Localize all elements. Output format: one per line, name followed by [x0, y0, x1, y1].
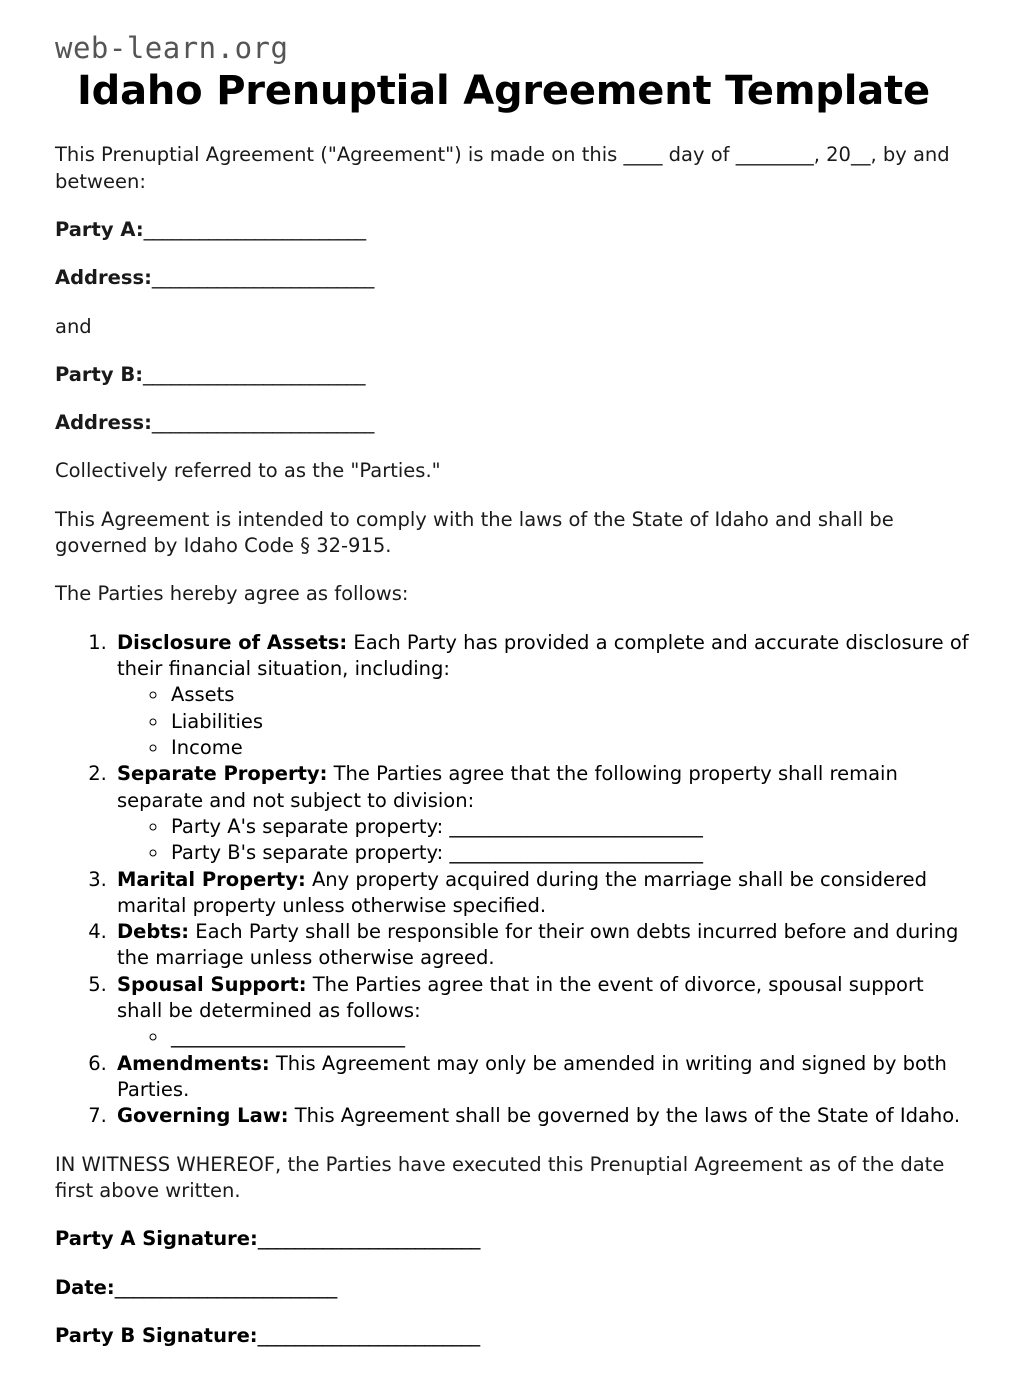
party-b-address-label: Address: — [55, 411, 152, 435]
witness-clause: IN WITNESS WHEREOF, the Parties have executed this Prenuptial Agreement as of the date first above written. — [55, 1152, 945, 1202]
list-item — [113, 867, 975, 920]
page-title: Idaho Prenuptial Agreement Template — [77, 68, 930, 115]
party-b-address-field — [55, 410, 975, 436]
party-a-field — [55, 217, 975, 243]
site-name-watermark: web-learn.org — [55, 31, 289, 65]
list-item — [113, 1051, 975, 1104]
list-item: ◦ Assets — [169, 682, 975, 708]
agreement-lead-in: The Parties hereby agree as follows: — [55, 582, 409, 606]
clause-term: Spousal Support: — [117, 972, 307, 996]
list-item — [113, 761, 975, 866]
party-b-signature-blank[interactable]: ________________________ — [257, 1323, 480, 1347]
clause-text: Each Party shall be responsible for their own debts incurred before and during the marriage unless otherwise agreed. — [117, 920, 959, 970]
party-a-address-label: Address: — [55, 266, 152, 290]
agreement-clause-list — [55, 630, 975, 1130]
party-a-signature-label: Party A Signature: — [55, 1227, 258, 1251]
list-item: ◦ Liabilities — [169, 709, 975, 735]
list-item — [113, 919, 975, 972]
clause-term: Marital Property: — [117, 867, 306, 891]
party-a-label: Party A: — [55, 217, 144, 241]
list-item[interactable]: ◦ ________________________ — [169, 1024, 975, 1050]
clause-sub-list — [117, 682, 975, 761]
clause-term: Disclosure of Assets: — [117, 630, 348, 654]
date-field — [55, 1275, 975, 1301]
party-b-field — [55, 362, 975, 388]
party-a-address-field — [55, 265, 975, 291]
list-item — [113, 630, 975, 762]
party-b-signature-label: Party B Signature: — [55, 1323, 258, 1347]
clause-text: Any property acquired during the marriage shall be considered marital property unless otherwise specified. — [117, 867, 927, 917]
clause-text: The Parties agree that in the event of divorce, spousal support shall be determined as follows: — [117, 972, 924, 1023]
clause-term: Debts: — [117, 920, 190, 944]
and-conjunction: and — [55, 314, 92, 338]
intro-paragraph: This Prenuptial Agreement ("Agreement") is made on this ____ day of ________, 20__, by and between: — [55, 143, 950, 193]
clause-text: This Agreement may only be amended in writing and signed by both Parties. — [117, 1051, 947, 1101]
clause-sub-list — [117, 814, 975, 867]
party-a-blank[interactable]: ________________________ — [143, 217, 366, 241]
party-b-label: Party B: — [55, 362, 144, 386]
party-a-signature-blank[interactable]: ________________________ — [257, 1227, 480, 1251]
list-item — [113, 972, 975, 1051]
clause-term: Governing Law: — [117, 1104, 289, 1128]
party-b-address-blank[interactable]: ________________________ — [151, 411, 374, 435]
clause-term: Separate Property: — [117, 762, 328, 786]
list-item[interactable]: ◦ Party A's separate property: __________________________ — [169, 814, 975, 840]
collective-definition: Collectively referred to as the "Parties." — [55, 459, 441, 483]
list-item: ◦ Income — [169, 735, 975, 761]
list-item — [113, 1103, 975, 1129]
clause-text: Each Party has provided a complete and accurate disclosure of their financial situation, including: — [117, 630, 969, 680]
party-a-signature-field — [55, 1226, 975, 1252]
clause-text: The Parties agree that the following property shall remain separate and not subject to division: — [117, 762, 898, 812]
date-blank[interactable]: ________________________ — [114, 1275, 337, 1299]
clause-term: Amendments: — [117, 1051, 270, 1075]
date-label: Date: — [55, 1275, 115, 1299]
list-item[interactable]: ◦ Party B's separate property: __________________________ — [169, 840, 975, 866]
party-a-address-blank[interactable]: ________________________ — [151, 266, 374, 290]
governing-compliance-paragraph: This Agreement is intended to comply with the laws of the State of Idaho and shall be governed by Idaho Code § 32-915. — [55, 507, 894, 558]
clause-text: This Agreement shall be governed by the laws of the State of Idaho. — [288, 1104, 961, 1128]
signature-block — [55, 1226, 975, 1349]
party-b-blank[interactable]: ________________________ — [143, 362, 366, 386]
clause-sub-list — [117, 1024, 975, 1050]
